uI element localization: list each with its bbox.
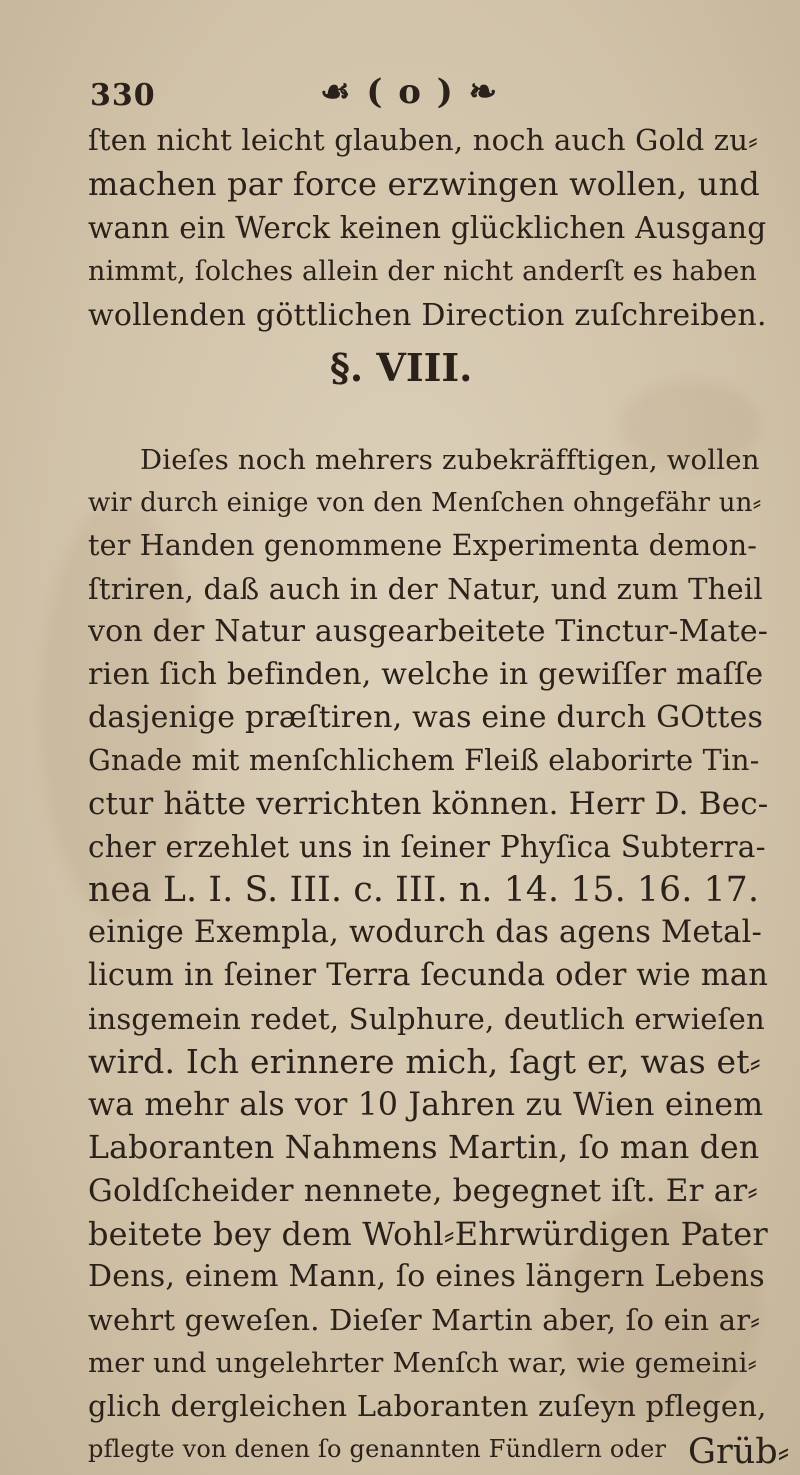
text-line: Dieſes noch mehrers zubekräfftigen, wollen — [140, 444, 760, 476]
catchword: Grüb⸗ — [688, 1432, 790, 1472]
text-line: wehrt geweſen. Dieſer Martin aber, ſo ein ar⸗ — [88, 1303, 761, 1337]
text-line: ſten nicht leicht glauben, noch auch Gold zu⸗ — [88, 123, 759, 157]
text-line: pflegte von denen ſo genannten Fündlern oder — [88, 1435, 667, 1463]
text-line: von der Natur ausgearbeitete Tinctur-Mate- — [88, 614, 768, 649]
text-line: glich dergleichen Laboranten zuſeyn pflegen, — [88, 1389, 767, 1423]
text-line: ctur hätte verrichten können. Herr D. Bec- — [88, 786, 768, 822]
text-line: machen par force erzwingen wollen, und — [88, 165, 760, 203]
text-line: nea L. I. S. III. c. III. n. 14. 15. 16. 17. — [88, 870, 760, 910]
text-line: ter Handen genommene Experimenta demon- — [88, 529, 758, 562]
text-line: Gnade mit menſchlichem Fleiß elaborirte Tin- — [88, 744, 760, 777]
text-line: licum in ſeiner Terra ſecunda oder wie man — [88, 958, 768, 993]
page-number: 330 — [90, 78, 156, 113]
text-line: nimmt, ſolches allein der nicht anderſt es haben — [88, 256, 757, 287]
text-line: wird. Ich erinnere mich, ſagt er, was et⸗ — [88, 1042, 761, 1081]
text-line: cher erzehlet uns in ſeiner Phyſica Subterra- — [88, 830, 766, 864]
text-line: wann ein Werck keinen glücklichen Ausgang — [88, 211, 767, 245]
text-line: insgemein redet, Sulphure, deutlich erwieſen — [88, 1002, 765, 1036]
text-line: wa mehr als vor 10 Jahren zu Wien einem — [88, 1087, 764, 1123]
text-line: Goldſcheider nennete, begegnet iſt. Er ar⸗ — [88, 1173, 758, 1209]
text-line: einige Exempla, wodurch das agens Metal- — [88, 915, 762, 950]
text-line: Dens, einem Mann, ſo eines längern Lebens — [88, 1259, 765, 1294]
text-line: dasjenige præſtiren, was eine durch GOttes — [88, 700, 764, 735]
text-line: wollenden göttlichen Direction zuſchreiben. — [88, 298, 767, 333]
header-ornament: ☙ ( o ) ❧ — [320, 72, 500, 112]
page-header — [90, 72, 730, 120]
text-line: Laboranten Nahmens Martin, ſo man den — [88, 1130, 760, 1166]
text-line: wir durch einige von den Menſchen ohngefähr un⸗ — [88, 488, 762, 518]
text-line: ſtriren, daß auch in der Natur, und zum Theil — [88, 572, 763, 606]
text-line: beitete bey dem Wohl⸗Ehrwürdigen Pater — [88, 1215, 768, 1253]
section-heading: §. VIII. — [330, 345, 473, 390]
text-line: mer und ungelehrter Menſch war, wie gemeini⸗ — [88, 1347, 758, 1379]
text-line: rien ſich befinden, welche in gewiſſer maſſe — [88, 657, 764, 692]
